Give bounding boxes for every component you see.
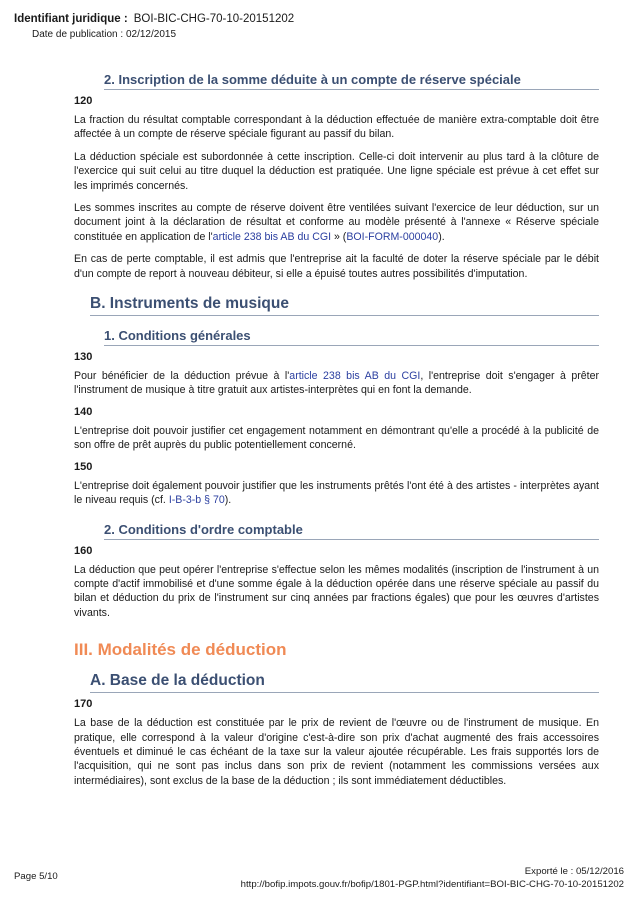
paragraph: La déduction spéciale est subordonnée à cette inscription. Celle-ci doit intervenir au plus tard à la clôture de l'exercice qui suit celui au titre duquel la déduction est pratiquée. Une ligne spéciale est prévue à cet effet sur les imprimés concernés.	[74, 150, 599, 192]
export-info	[241, 865, 624, 891]
paragraph: La fraction du résultat comptable correspondant à la déduction effectuée de manière extra-comptable doit être affectée à un compte de réserve spéciale figurant au passif du bilan.	[74, 114, 599, 141]
section-title-inscription: 2. Inscription de la somme déduite à un compte de réserve spéciale	[104, 72, 599, 90]
paragraph-number: 140	[74, 405, 93, 418]
section-title-conditions-comptables: 2. Conditions d'ordre comptable	[104, 522, 599, 540]
paragraph: L'entreprise doit pouvoir justifier cet engagement notamment en démontrant qu'elle a procédé à la publicité de son offre de prêt auprès du public potentiellement concerné.	[74, 424, 599, 452]
boi-form-link[interactable]: BOI-FORM-000040	[346, 230, 439, 243]
text: Les sommes inscrites au compte de réserve doivent être ventilées suivant l'exercice de leur déduction, sur un document joint à la déclaration de résultat et conforme au modèle présenté à l'annexe « Réserve spéciale constituée en application de l'	[74, 202, 599, 243]
section-title-instruments: B. Instruments de musique	[90, 295, 599, 316]
legal-identifier-label: Identifiant juridique :	[14, 13, 128, 25]
text: » (	[331, 230, 347, 243]
reference-link[interactable]: I-B-3-b § 70	[168, 494, 225, 507]
text: ).	[224, 494, 232, 507]
paragraph	[74, 369, 599, 398]
section-title-conditions-generales: 1. Conditions générales	[104, 328, 599, 346]
paragraph-number: 160	[74, 544, 93, 557]
paragraph: En cas de perte comptable, il est admis que l'entreprise ait la faculté de doter la réserve spéciale par le débit d'un compte de report à nouveau débiteur, si elle a épuisé toutes autres possibilités d'imputation.	[74, 253, 599, 280]
text: L'entreprise doit également pouvoir justifier que les instruments prêtés l'ont été à des artistes - interprètes ayant le niveau requis (cf.	[74, 479, 599, 507]
paragraph: La base de la déduction est constituée par le prix de revient de l'œuvre ou de l'instrument de musique. En pratique, elle correspond à la valeur d'origine c'est-à-dire son prix d'achat augmenté des frais accessoires éventuels et diminué le cas échéant de la taxe sur la valeur ajoutée récupérable. Les frais supportés lors de l'acquisition, qui ne sont pas inclus dans son prix de revient (notamment les commissions versées aux intermédiaires), sont exclus de la base de la déduction ; ils sont immédiatement déductibles.	[74, 717, 599, 787]
text: Pour bénéficier de la déduction prévue à l'	[74, 370, 290, 383]
legal-identifier	[14, 13, 294, 25]
paragraph-number: 130	[74, 351, 93, 364]
publication-date: Date de publication : 02/12/2015	[32, 29, 176, 40]
section-title-modalites: III. Modalités de déduction	[74, 640, 287, 660]
paragraph: La déduction que peut opérer l'entreprise s'effectue selon les mêmes modalités (inscription de l'instrument à un compte d'actif immobilisé et d'une somme égale à la déduction opérée dans une réserve spéciale au passif du bilan et déduction du prix de l'instrument sur cinq années par fractions égales) que pour les œuvres d'artistes vivants.	[74, 563, 599, 619]
export-date: Exporté le : 05/12/2016	[524, 866, 624, 877]
document-body	[74, 72, 599, 796]
text: ).	[438, 230, 445, 243]
paragraph-number: 120	[74, 95, 93, 107]
source-url[interactable]: http://bofip.impots.gouv.fr/bofip/1801-PGP.html?identifiant=BOI-BIC-CHG-70-10-20151202	[240, 879, 624, 890]
section-title-base: A. Base de la déduction	[90, 672, 599, 693]
cgi-article-link[interactable]: article 238 bis AB du CGI	[289, 370, 421, 383]
paragraph-number: 150	[74, 460, 93, 473]
page-number: Page 5/10	[14, 871, 58, 882]
cgi-article-link[interactable]: article 238 bis AB du CGI	[212, 230, 332, 243]
paragraph-number: 170	[74, 698, 93, 711]
paragraph	[74, 479, 599, 508]
legal-identifier-value: BOI-BIC-CHG-70-10-20151202	[133, 13, 295, 25]
paragraph	[74, 201, 599, 244]
text: , l'entreprise doit s'engager à prêter l'instrument de musique à titre gratuit aux artistes-interprètes qui en font la demande.	[74, 370, 600, 397]
